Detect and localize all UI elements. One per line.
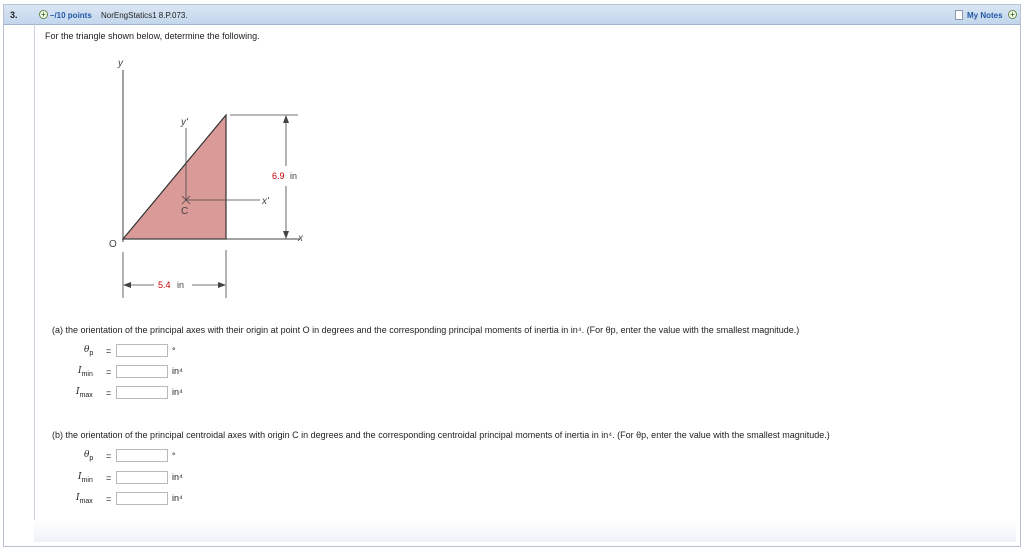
notes-plus-icon[interactable]: + [1008, 10, 1017, 19]
part-b-imin-sub: min [81, 476, 93, 484]
height-arrow-bottom [283, 231, 289, 239]
width-value: 5.4 [158, 280, 171, 290]
part-b-theta-sub: p [89, 454, 94, 462]
part-a-imin-sub: min [81, 370, 93, 378]
part-b-imin-eq: = [106, 473, 112, 483]
part-a-theta-eq: = [106, 346, 112, 356]
my-notes-link[interactable]: My Notes [967, 11, 1003, 20]
part-a-imin-eq: = [106, 367, 112, 377]
height-arrow-top [283, 115, 289, 123]
part-a-imin-unit: in⁴ [172, 366, 183, 376]
part-a-imax-input[interactable] [116, 386, 168, 399]
part-b-imax-sub: max [79, 497, 93, 505]
part-a-text: (a) the orientation of the principal axes with their origin at point O in degrees and the corresponding principal moments of inertia in in⁴. (For θp, enter the value with the smallest magnitude.) [52, 325, 800, 335]
part-b-text: (b) the orientation of the principal centroidal axes with origin C in degrees and the corresponding centroidal principal moments of inertia in in⁴. (For θp, enter the value with the smallest magnitude.) [52, 430, 830, 440]
part-a-theta-input[interactable] [116, 344, 168, 357]
part-a-imax-eq: = [106, 388, 112, 398]
centroid-label: C [181, 206, 189, 217]
part-a-imin-input[interactable] [116, 365, 168, 378]
part-b-imin-label [78, 472, 93, 484]
part-b-imax-label [76, 493, 93, 505]
part-a-imax-label [76, 387, 93, 399]
part-b-imax-symbol: I [76, 493, 80, 503]
height-unit: in [290, 171, 298, 181]
expand-plus-icon[interactable]: + [39, 10, 48, 19]
part-b-imin-unit: in⁴ [172, 472, 183, 482]
width-arrow-right [218, 282, 226, 288]
part-a-theta-symbol: θ [84, 345, 90, 355]
part-a-imin-label [78, 366, 93, 378]
part-b-theta-input[interactable] [116, 449, 168, 462]
content-bottom-fade [34, 520, 1016, 542]
triangle-shape [123, 115, 226, 239]
part-b-imin-input[interactable] [116, 471, 168, 484]
part-a-imax-sub: max [79, 391, 93, 399]
part-b-theta-label [84, 450, 93, 462]
part-a-theta-unit: ° [172, 346, 176, 356]
part-b-imax-eq: = [106, 494, 112, 504]
part-b-theta-eq: = [106, 451, 112, 461]
part-a-imin-symbol: I [78, 366, 82, 376]
part-a-theta-label [84, 345, 93, 357]
part-b-imax-unit: in⁴ [172, 493, 183, 503]
part-a-theta-sub: p [89, 349, 94, 357]
part-a-imax-unit: in⁴ [172, 387, 183, 397]
x-prime-label: x' [262, 196, 269, 207]
part-a-imax-symbol: I [76, 387, 80, 397]
question-prompt: For the triangle shown below, determine the following. [45, 31, 260, 41]
origin-label: O [109, 239, 117, 250]
y-prime-label: y' [181, 117, 188, 128]
width-arrow-left [123, 282, 131, 288]
question-number: 3. [10, 10, 18, 20]
x-axis-label: x [298, 233, 303, 244]
width-unit: in [177, 280, 185, 290]
part-b-theta-unit: ° [172, 451, 176, 461]
part-b-imax-input[interactable] [116, 492, 168, 505]
height-value: 6.9 [272, 171, 285, 181]
part-b-theta-symbol: θ [84, 450, 90, 460]
part-b-imin-symbol: I [78, 472, 82, 482]
question-id: NorEngStatics1 8.P.073. [101, 11, 188, 20]
y-axis-label: y [118, 58, 123, 69]
points-label: –/10 points [50, 11, 92, 20]
